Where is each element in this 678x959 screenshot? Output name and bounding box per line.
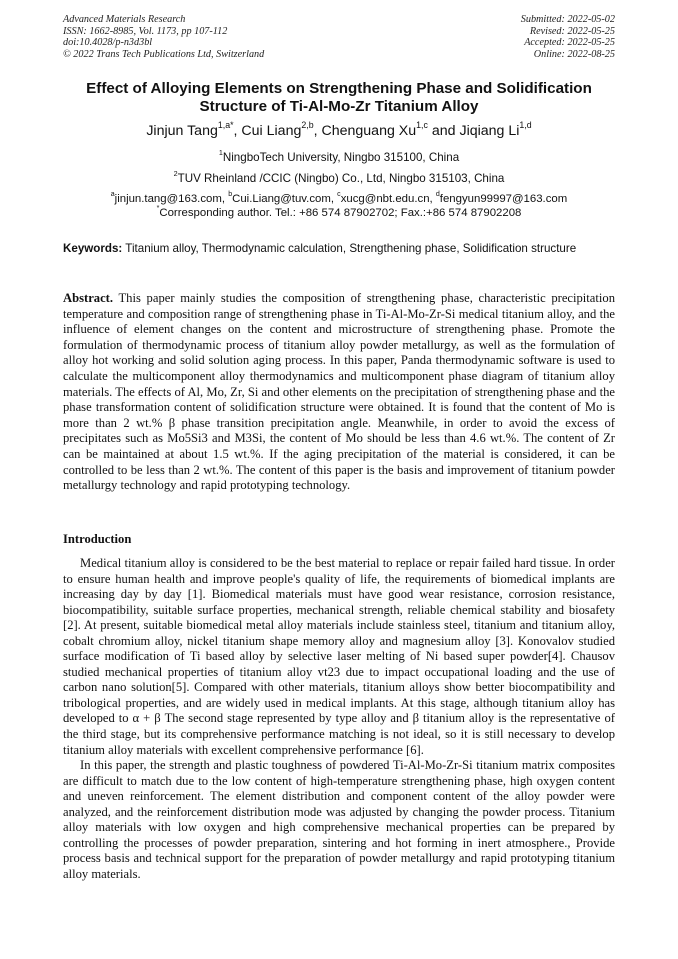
date-online: Online: 2022-08-25 <box>533 48 615 60</box>
author-list <box>20 119 658 140</box>
author-affiliation-mark: 1,d <box>519 119 532 130</box>
date-accepted: Accepted: 2022-05-25 <box>524 37 615 49</box>
affiliation-1 <box>20 148 658 164</box>
keywords-section <box>63 242 615 256</box>
affiliation-mark: 2 <box>173 169 178 179</box>
journal-header-left <box>63 14 264 60</box>
date-submitted: Submitted: 2022-05-02 <box>520 14 615 25</box>
abstract-section <box>63 291 615 494</box>
author-name: Jiqiang Li <box>459 123 520 139</box>
date-revised: Revised: 2022-05-25 <box>529 25 615 37</box>
author-emails <box>20 193 658 220</box>
paper-title-line: Effect of Alloying Elements on Strengthening Phase and Solidification <box>86 80 592 97</box>
affiliation-2 <box>20 169 658 185</box>
paper-title-line: Structure of Ti-Al-Mo-Zr Titanium Alloy <box>199 98 479 116</box>
author-name: Jinjun Tang <box>146 123 218 139</box>
introduction-paragraph: In this paper, the strength and plastic toughness of powdered Ti-Al-Mo-Zr-Si titanium matrix composites are difficult to match due to the low content of high-temperature strengthening phase, high oxygen content and uneven reinforcement. The element distribution and component content of the alloy powder were analyzed, and the reinforcement distribution mode was adjusted by changing the powder process. Titanium alloy materials with low oxygen and high comprehensive mechanical properties can be prepared by controlling the processes of powder preparation, sintering and hot forming in inert atmosphere., Provide process basis and technical support for the preparation of powder metallurgy and rapid prototyping titanium alloy materials. <box>63 758 615 881</box>
email-mark: b <box>228 191 233 199</box>
affiliation-text: TUV Rheinland /CCIC (Ningbo) Co., Ltd, Ningbo 315103, China <box>177 172 505 185</box>
abstract-label: Abstract. <box>63 291 114 305</box>
corresponding-author-line <box>20 204 658 221</box>
email-address: Cui.Liang@tuv.com, <box>232 193 338 205</box>
journal-name: Advanced Materials Research <box>63 14 186 25</box>
affiliation-text: NingboTech University, Ningbo 315100, China <box>222 151 460 164</box>
author-name: Chenguang Xu <box>321 123 417 139</box>
paper-title <box>40 80 638 117</box>
email-mark: a <box>110 191 115 199</box>
author-affiliation-mark: 1,a* <box>217 119 234 130</box>
abstract-text: This paper mainly studies the composition of strengthening phase, characteristic precipitation temperature and composition range of strengthening phase in Ti-Al-Mo-Zr-Si medical titanium alloy, and the influence of element changes on the content and microstructure of strengthening phase. Promote the formulation of thermodynamic process of titanium alloy powder metallurgy, as well as the formulation of alloy hot working and solid solution aging process. In this paper, Panda thermodynamic software is used to calculate the multicomponent alloy thermodynamics and multicomponent phase diagram of titanium alloy materials. The effects of Al, Mo, Zr, Si and other elements on the precipitation of strengthening phase and the phase transformation content of solidification structure were obtained. It is found that the content of Mo is more than 2 wt.% β phase transition precipitation angle. Meanwhile, in order to avoid the excess of precipitates such as Mo5Si3 and M3Si, the content of Mo should be less than 4.6 wt.%. The content of Zr can be maintained at about 1.5 wt.%. If the aging precipitation of the material is considered, it can be controlled to be less than 2 wt.%. The content of this paper is the basis and improvement of titanium powder metallurgy technology and rapid prototyping technology. <box>63 291 615 493</box>
introduction-paragraph: Medical titanium alloy is considered to be the best material to replace or repair failed hard tissue. In order to ensure human health and improve people's quality of life, the requirements of biomedical implants are increasing day by day [1]. Biomedical materials must have good wear resistance, corrosion resistance, biocompatibility, suitable surface properties, mechanical strength, reliable chemical stability and biosafety [2]. At present, suitable biomedical metal alloy materials include stainless steel, titanium and titanium alloy, cobalt chromium alloy, nickel titanium shape memory alloy and magnesium alloy [3]. Konovalov studied surface modification of Ti based alloy by selective laser melting of Ni based super powder[4]. Chausov studied mechanical properties of titanium alloy vt23 due to impact occupational loading and the use of carbon nano solution[5]. Compared with other materials, titanium alloys show better biocompatibility and tribological properties, and are widely used in medical implants. At this stage, although titanium alloy has developed to α + β The second stage represented by type alloy and β titanium alloy is the representative of the third stage, but its comprehensive performance matching is not ideal, so it is still necessary to develop titanium alloy materials with excellent comprehensive performance [6]. <box>63 556 615 757</box>
journal-doi: doi:10.4028/p-n3d3bl <box>63 37 153 49</box>
author-separator: , <box>233 123 242 139</box>
email-address: fengyun99997@163.com <box>439 193 568 205</box>
keywords-label: Keywords: <box>63 242 123 255</box>
email-mark: d <box>435 191 440 199</box>
email-mark: c <box>337 191 341 199</box>
affiliation-mark: 1 <box>218 148 223 158</box>
author-affiliation-mark: 1,c <box>416 119 428 130</box>
introduction-body <box>63 556 615 882</box>
keywords-text: Titanium alloy, Thermodynamic calculation, Strengthening phase, Solidification structure <box>122 242 577 255</box>
author-separator: , <box>313 123 322 139</box>
introduction-heading: Introduction <box>63 532 132 546</box>
corresponding-mark: * <box>156 204 160 212</box>
email-address: xucg@nbt.edu.cn, <box>340 193 436 205</box>
author-affiliation-mark: 2,b <box>301 119 314 130</box>
journal-header-right <box>521 14 615 60</box>
email-line <box>20 193 658 207</box>
email-address: jinjun.tang@163.com, <box>114 193 229 205</box>
author-name: Cui Liang <box>241 123 302 139</box>
author-separator: and <box>427 123 460 139</box>
journal-copyright: © 2022 Trans Tech Publications Ltd, Switzerland <box>63 48 265 60</box>
corresponding-author-text: Corresponding author. Tel.: +86 574 87902702; Fax.:+86 574 87902208 <box>159 206 522 219</box>
journal-issn: ISSN: 1662-8985, Vol. 1173, pp 107-112 <box>63 25 228 37</box>
